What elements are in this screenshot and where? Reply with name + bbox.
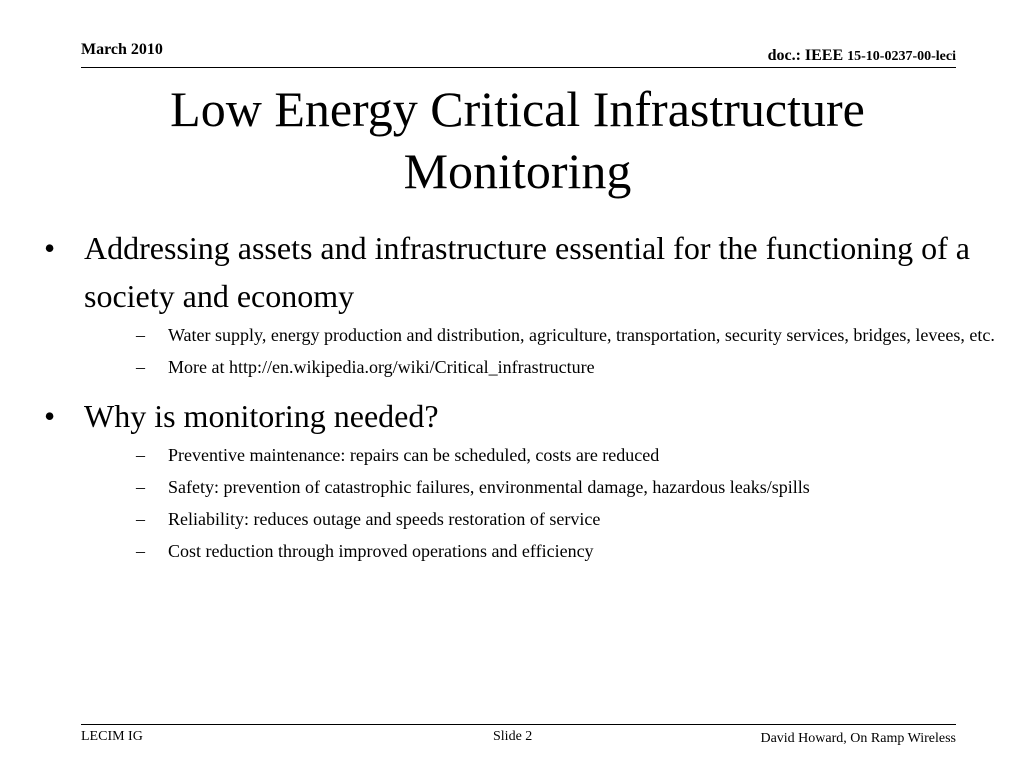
header-doc-id	[768, 47, 956, 65]
bullet-list	[44, 224, 1004, 570]
footer-group-name: LECIM IG	[81, 729, 143, 744]
slide-title-line-1: Low Energy Critical Infrastructure	[170, 81, 865, 137]
sub-bullet-item	[84, 354, 1024, 380]
header-divider	[81, 67, 956, 68]
sub-bullet-item	[84, 506, 1024, 532]
footer-slide-number: Slide 2	[493, 729, 533, 744]
header-date: March 2010	[81, 41, 163, 58]
slide-title-line-2: Monitoring	[403, 143, 632, 199]
bullet-marker: •	[44, 230, 56, 266]
bullet-item	[44, 392, 1004, 564]
sub-bullet-item	[84, 538, 1024, 564]
footer-author: David Howard, On Ramp Wireless	[760, 731, 956, 746]
sub-bullet-text: Preventive maintenance: repairs can be scheduled, costs are reduced	[168, 445, 660, 465]
bullet-text: Addressing assets and infrastructure essential for the functioning of a society and economy	[84, 230, 970, 314]
dash-marker: –	[136, 477, 145, 497]
dash-marker: –	[136, 541, 145, 561]
bullet-item	[44, 224, 1004, 380]
sub-bullet-item	[84, 442, 1024, 468]
sub-bullet-text: Safety: prevention of catastrophic failures, environmental damage, hazardous leaks/spills	[168, 477, 810, 497]
sub-bullet-item	[84, 474, 1024, 500]
sub-bullet-item	[84, 322, 1024, 348]
sub-bullet-text: More at http://en.wikipedia.org/wiki/Critical_infrastructure	[168, 357, 595, 377]
sub-bullet-list	[84, 322, 1004, 380]
sub-bullet-text: Water supply, energy production and distribution, agriculture, transportation, security services, bridges, levees, etc.	[168, 325, 995, 345]
footer-divider	[81, 724, 956, 725]
sub-bullet-text: Cost reduction through improved operations and efficiency	[168, 541, 594, 561]
slide-title	[60, 78, 975, 202]
dash-marker: –	[136, 325, 145, 345]
bullet-marker: •	[44, 398, 56, 434]
sub-bullet-list	[84, 442, 1004, 564]
header-doc-prefix: doc.: IEEE	[767, 47, 848, 64]
dash-marker: –	[136, 509, 145, 529]
header-doc-number: 15-10-0237-00-leci	[847, 49, 956, 64]
sub-bullet-text: Reliability: reduces outage and speeds restoration of service	[168, 509, 601, 529]
bullet-text: Why is monitoring needed?	[84, 398, 439, 434]
dash-marker: –	[136, 445, 145, 465]
dash-marker: –	[136, 357, 145, 377]
